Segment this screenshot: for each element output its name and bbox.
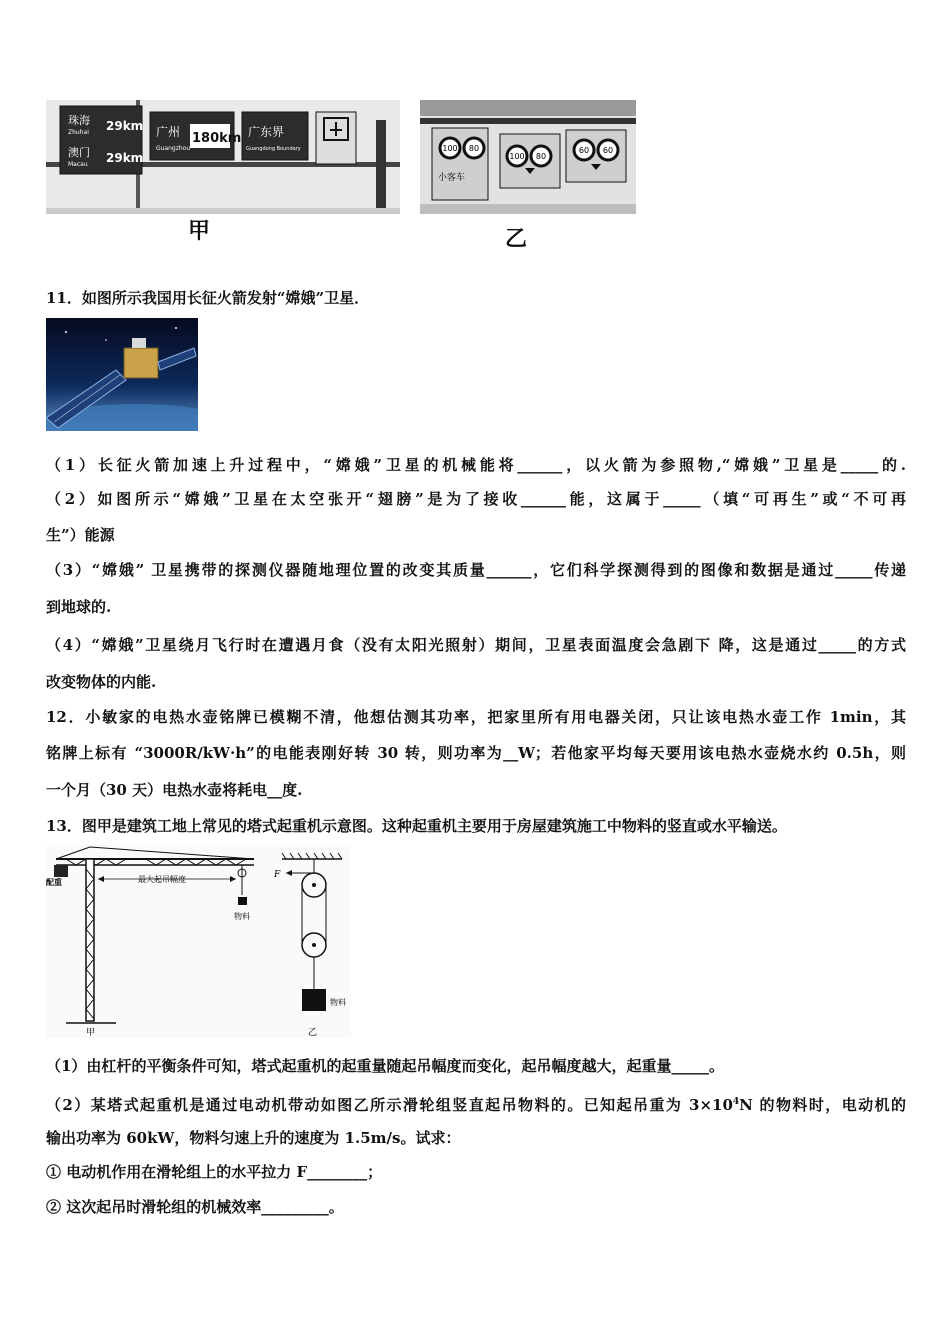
q11-part1: （1）长征火箭加速上升过程中，“嫦娥”卫星的机械能将______，以火箭为参照物,“嫦娥”卫星是_____的. xyxy=(46,456,906,474)
figure-caption-yi: 乙 xyxy=(505,227,528,252)
sign-text: 29km xyxy=(106,151,144,165)
q11-part4-line2: 改变物体的内能. xyxy=(46,673,157,691)
sign-text: 180km xyxy=(192,131,242,146)
speed-limit-text: 60 xyxy=(602,146,614,155)
speed-sign-drawing xyxy=(420,100,636,214)
q13-title: 13．图甲是建筑工地上常见的塔式起重机示意图。这种起重机主要用于房屋建筑施工中物料的竖直或水平输送。 xyxy=(46,817,787,835)
pulley-caption: 乙 xyxy=(308,1028,318,1038)
sign-text: Zhuhai xyxy=(68,129,89,136)
figure-caption-jia: 甲 xyxy=(188,219,211,244)
q13-subquestion-2: ② 这次起吊时滑轮组的机械效率_________。 xyxy=(46,1198,344,1216)
q11-title: 11．如图所示我国用长征火箭发射“嫦娥”卫星． xyxy=(46,289,370,307)
q13-exponent: 4 xyxy=(732,1097,740,1107)
road-sign-drawing xyxy=(46,100,400,214)
q13-part2-line2: 输出功率为 60kW，物料匀速上升的速度为 1.5m/s。试求： xyxy=(46,1129,461,1147)
sign-text: Guangdong Boundary xyxy=(246,146,301,152)
sign-text: 29km xyxy=(106,119,144,133)
q11-part2-line1: （2）如图所示“嫦娥”卫星在太空张开“翅膀”是为了接收______能，这属于_____（填“可再生”或“不可再 xyxy=(46,490,906,508)
q13-part2-text-end: N 的物料时，电动机的 xyxy=(739,1096,906,1114)
satellite-drawing xyxy=(46,318,198,431)
tower-crane-drawing xyxy=(46,845,351,1038)
sign-text: 广州 xyxy=(156,125,181,139)
crane-label: 最大起吊幅度 xyxy=(138,875,186,884)
speed-sign-figure-yi xyxy=(420,100,636,214)
sign-text: 珠海 xyxy=(68,114,90,127)
force-label: F xyxy=(274,870,281,880)
sign-text: 广东界 xyxy=(248,125,285,139)
q13-part1: （1）由杠杆的平衡条件可知，塔式起重机的起重量随起吊幅度而变化，起吊幅度越大，起重量_____。 xyxy=(46,1057,724,1075)
pulley-material-label: 物料 xyxy=(330,998,346,1007)
q12-line2: 铭牌上标有 “3000R/kW·h”的电能表刚好转 30 转，则功率为__W；若他家平均每天要用该电热水壶烧水约 0.5h，则 xyxy=(46,744,906,762)
speed-limit-text: 100 xyxy=(442,144,458,153)
q11-part3-line1: （3）“嫦娥” 卫星携带的探测仪器随地理位置的改变其质量______，它们科学探测得到的图像和数据是通过_____传递 xyxy=(46,561,906,579)
q11-part2-line2: 生”）能源 xyxy=(46,526,115,544)
q12-line1: 12．小敏家的电热水壶铭牌已模糊不清，他想估测其功率，把家里所有用电器关闭，只让该电热水壶工作 1min，其 xyxy=(46,708,906,726)
crane-label: 物料 xyxy=(234,912,250,921)
speed-limit-text: 80 xyxy=(468,144,480,153)
sign-text: Guangzhou xyxy=(156,145,191,152)
tower-crane-figure xyxy=(46,845,351,1038)
satellite-image xyxy=(46,318,198,431)
vehicle-type-text: 小客车 xyxy=(438,173,466,183)
q12-line3: 一个月（30 天）电热水壶将耗电__度. xyxy=(46,781,303,799)
speed-limit-text: 100 xyxy=(509,152,525,161)
q11-part4-line1: （4）“嫦娥”卫星绕月飞行时在遭遇月食（没有太阳光照射）期间，卫星表面温度会急剧下 降，这是通过_____的方式 xyxy=(46,636,906,654)
q13-subquestion-1: ① 电动机作用在滑轮组上的水平拉力 F________； xyxy=(46,1163,383,1181)
q13-part2-line1 xyxy=(46,1092,906,1115)
road-sign-figure-jia xyxy=(46,100,400,214)
speed-limit-text: 60 xyxy=(578,146,590,155)
crane-label: 配重 xyxy=(46,878,62,887)
q11-part3-line2: 到地球的. xyxy=(46,598,112,616)
crane-caption: 甲 xyxy=(86,1028,96,1038)
q13-part2-text: （2）某塔式起重机是通过电动机带动如图乙所示滑轮组竖直起吊物料的。已知起吊重为 3×10 xyxy=(46,1096,733,1114)
sign-text: 澳门 xyxy=(68,146,90,159)
speed-limit-text: 80 xyxy=(535,152,547,161)
sign-text: Macau xyxy=(68,161,88,168)
